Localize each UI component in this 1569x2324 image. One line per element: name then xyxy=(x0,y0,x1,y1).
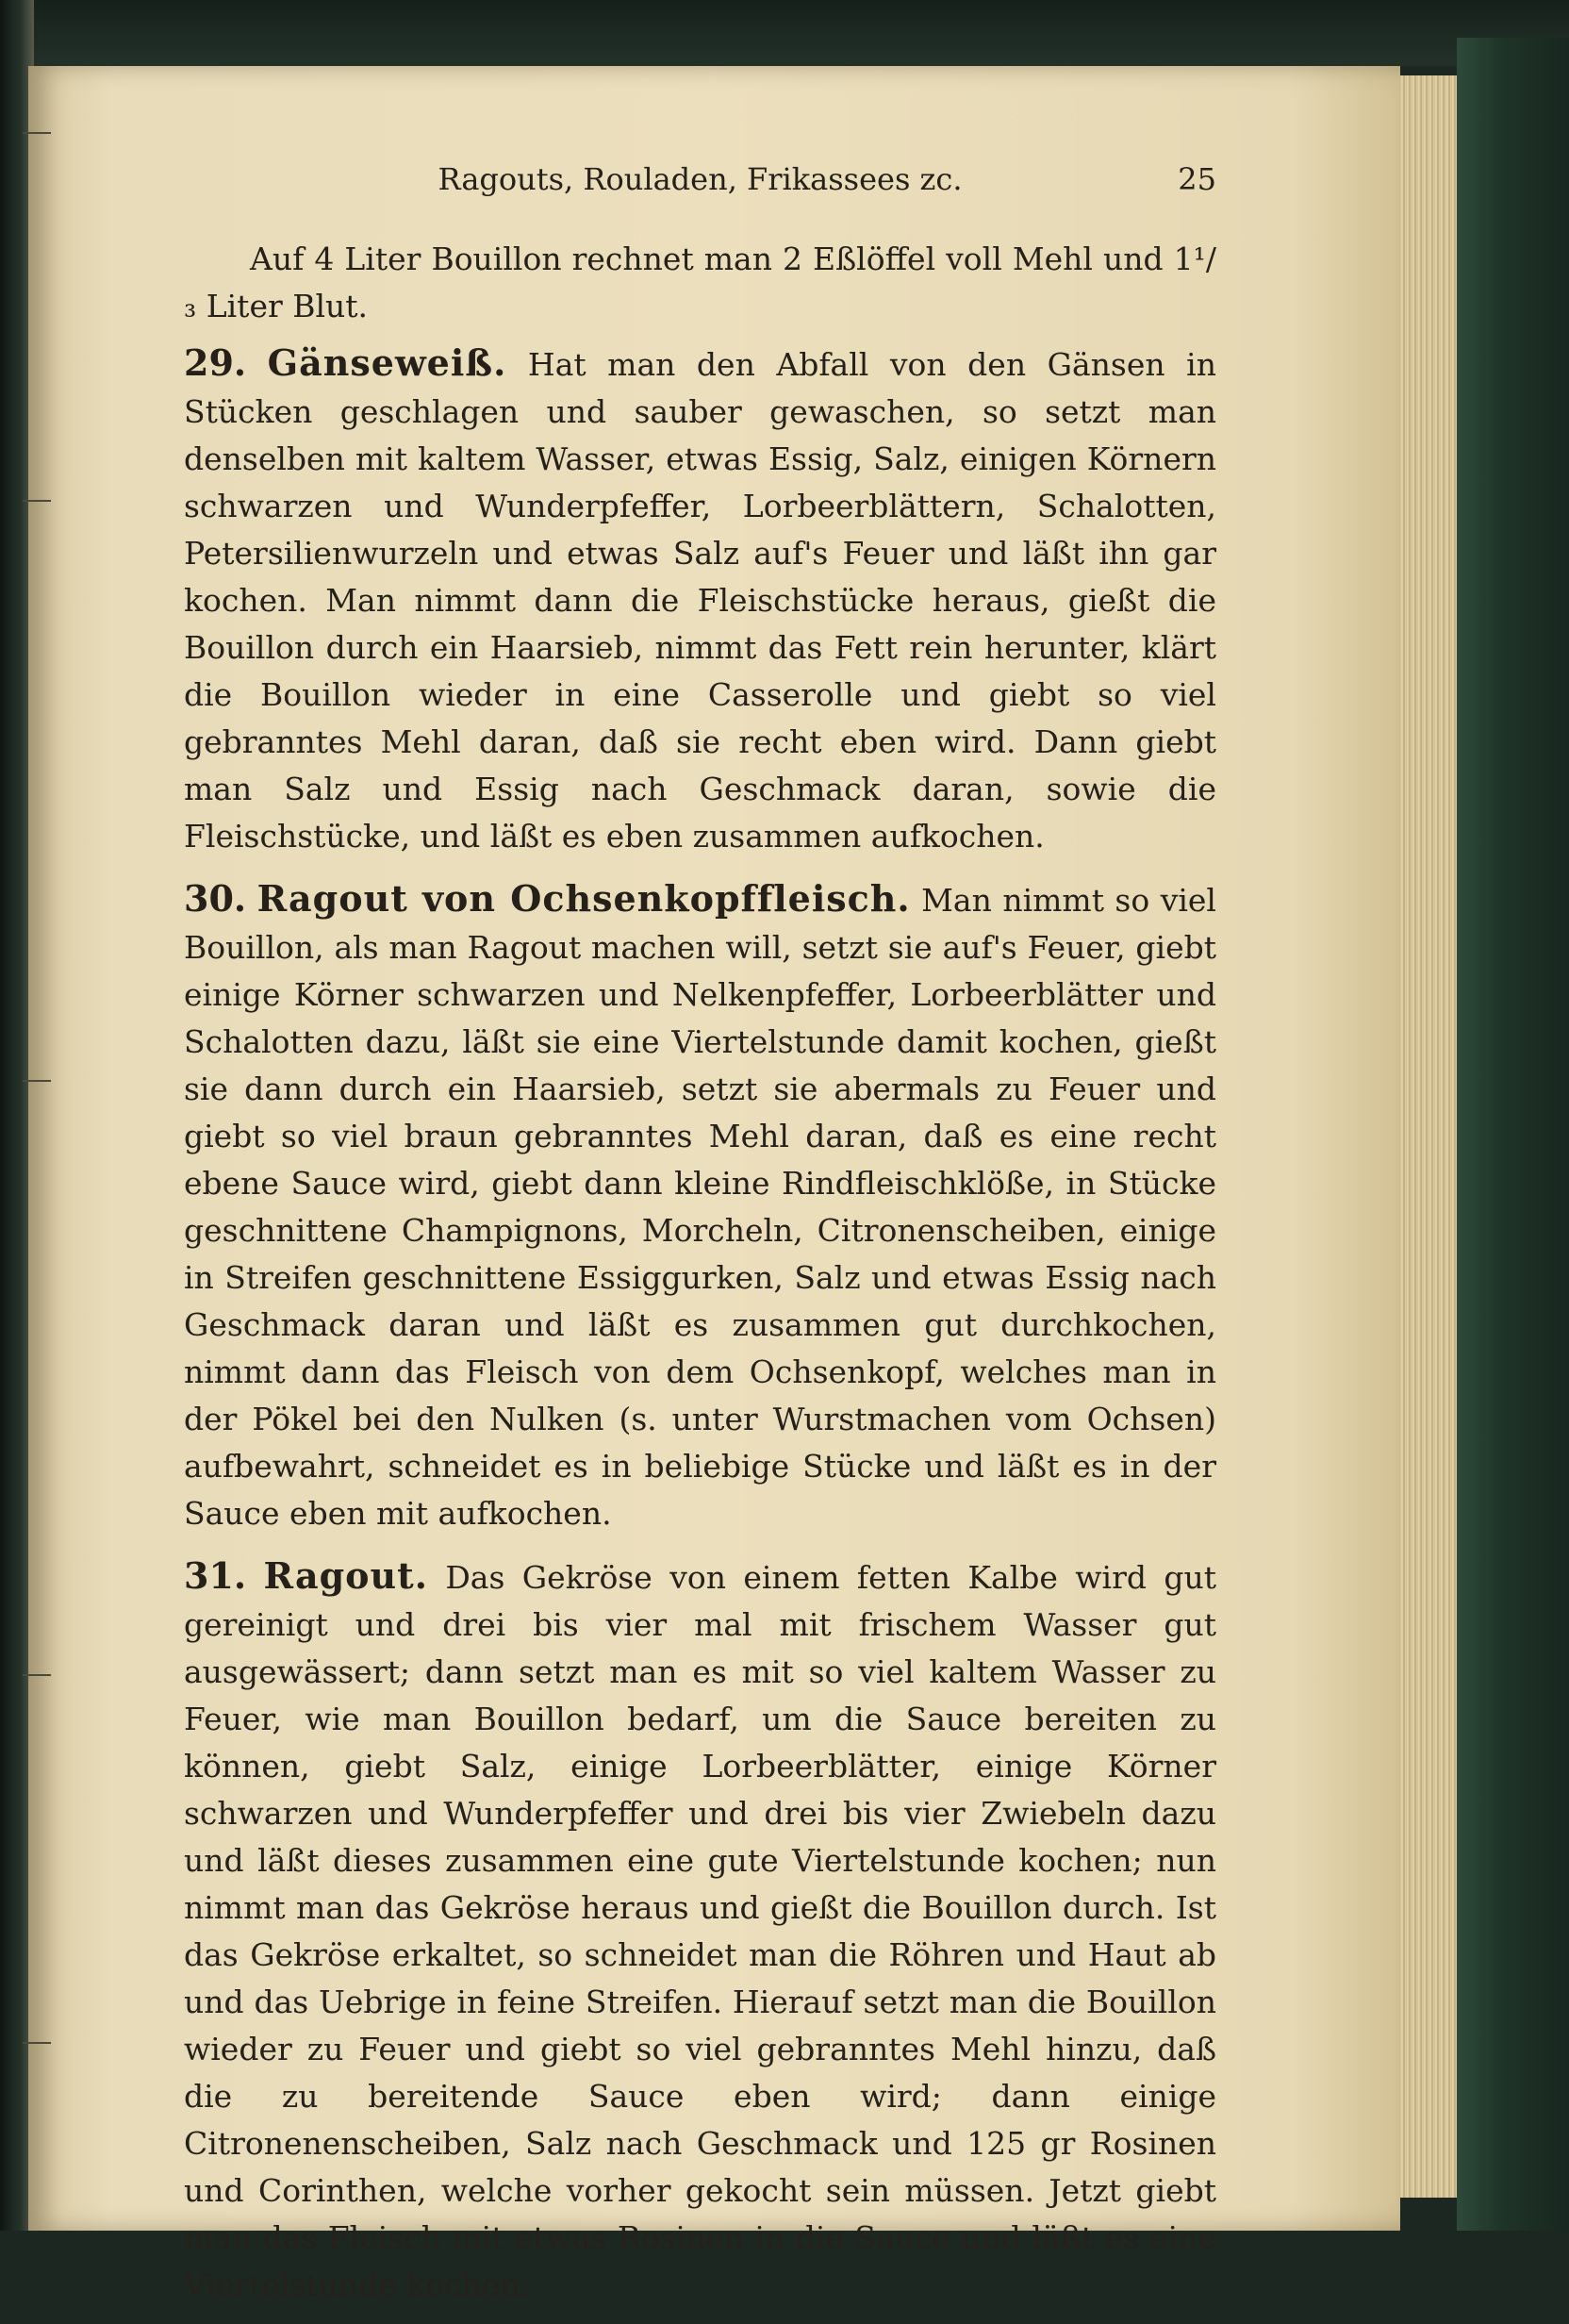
margin-mark xyxy=(23,1674,51,1676)
recipe-body: Man nimmt so viel Bouillon, als man Ragout machen will, setzt sie auf's Feuer, giebt einige Körner schwarzen und Nelkenpfeffer, Lorbeerblätter und Schalotten dazu, läßt sie eine Viertelstunde damit kochen, gießt sie dann durch ein Haarsieb, setzt sie abermals zu Feuer und giebt so viel braun gebranntes Mehl daran, daß es eine recht ebene Sauce wird, giebt dann kleine Rindfleischklöße, in Stücke geschnittene Champignons, Morcheln, Citronenscheiben, einige in Streifen geschnittene Essiggurken, Salz und etwas Essig nach Geschmack daran und läßt es zusammen gut durchkochen, nimmt dann das Fleisch von dem Ochsenkopf, welches man in der Pökel bei den Nulken (s. unter Wurstmachen vom Ochsen) aufbewahrt, schneidet es in beliebige Stücke und läßt es in der Sauce eben mit aufkochen. xyxy=(184,882,1216,1532)
book-cover-top xyxy=(0,0,1569,66)
page-number: 25 xyxy=(1178,161,1216,197)
recipe-number: 29. xyxy=(184,341,247,384)
recipe-title: Gänseweiß. xyxy=(267,341,507,384)
margin-mark xyxy=(23,132,51,134)
recipe-31 xyxy=(184,1552,1216,2309)
margin-mark xyxy=(23,500,51,502)
page-edges xyxy=(1400,75,1457,2198)
recipe-number: 30. xyxy=(184,877,247,920)
recipe-title: Ragout. xyxy=(263,1554,428,1597)
margin-mark xyxy=(23,2042,51,2044)
recipe-29 xyxy=(184,340,1216,860)
recipe-30 xyxy=(184,875,1216,1537)
running-header xyxy=(184,151,1216,236)
book-cover-right xyxy=(1457,38,1569,2231)
margin-mark xyxy=(23,1080,51,1082)
page-text xyxy=(184,151,1216,2324)
recipe-body: Das Gekröse von einem fetten Kalbe wird gut gereinigt und drei bis vier mal mit frischem Wasser gut ausgewässert; dann setzt man es mit so viel kaltem Wasser zu Feuer, wie man Bouillon bedarf, um die Sauce bereiten zu können, giebt Salz, einige Lorbeerblätter, einige Körner schwarzen und Wunderpfeffer und drei bis vier Zwiebeln dazu und läßt dieses zusammen eine gute Viertelstunde kochen; nun nimmt man das Gekröse heraus und gießt die Bouillon durch. Ist das Gekröse erkaltet, so schneidet man die Röhren und Haut ab und das Uebrige in feine Streifen. Hierauf setzt man die Bouillon wieder zu Feuer und giebt so viel gebranntes Mehl hinzu, daß die zu bereitende Sauce eben wird; dann einige Citronenenscheiben, Salz nach Geschmack und 125 gr Rosinen und Corinthen, welche vorher gekocht sein müssen. Jetzt giebt man das Fleisch mit etwas Rosinen in die Sauce und läßt es eine Viertelstunde kochen. xyxy=(184,1559,1216,2303)
header-title: Ragouts, Rouladen, Frikassees zc. xyxy=(438,161,963,197)
recipe-body: Hat man den Abfall von den Gänsen in Stücken geschlagen und sauber gewaschen, so setzt man denselben mit kaltem Wasser, etwas Essig, Salz, einigen Körnern schwarzen und Wunderpfeffer, Lorbeerblättern, Schalotten, Petersilienwurzeln und etwas Salz auf's Feuer und läßt ihn gar kochen. Man nimmt dann die Fleischstücke heraus, gießt die Bouillon durch ein Haarsieb, nimmt das Fett rein herunter, klärt die Bouillon wieder in eine Casserolle und giebt so viel gebranntes Mehl daran, daß sie recht eben wird. Dann giebt man Salz und Essig nach Geschmack daran, sowie die Fleischstücke, und läßt es eben zusammen aufkochen. xyxy=(184,346,1216,855)
recipe-title: Ragout von Ochsenkopffleisch. xyxy=(256,877,911,920)
intro-paragraph: Auf 4 Liter Bouillon rechnet man 2 Eßlöffel voll Mehl und 1¹/₃ Liter Blut. xyxy=(184,241,1216,324)
recipe-number: 31. xyxy=(184,1554,247,1597)
